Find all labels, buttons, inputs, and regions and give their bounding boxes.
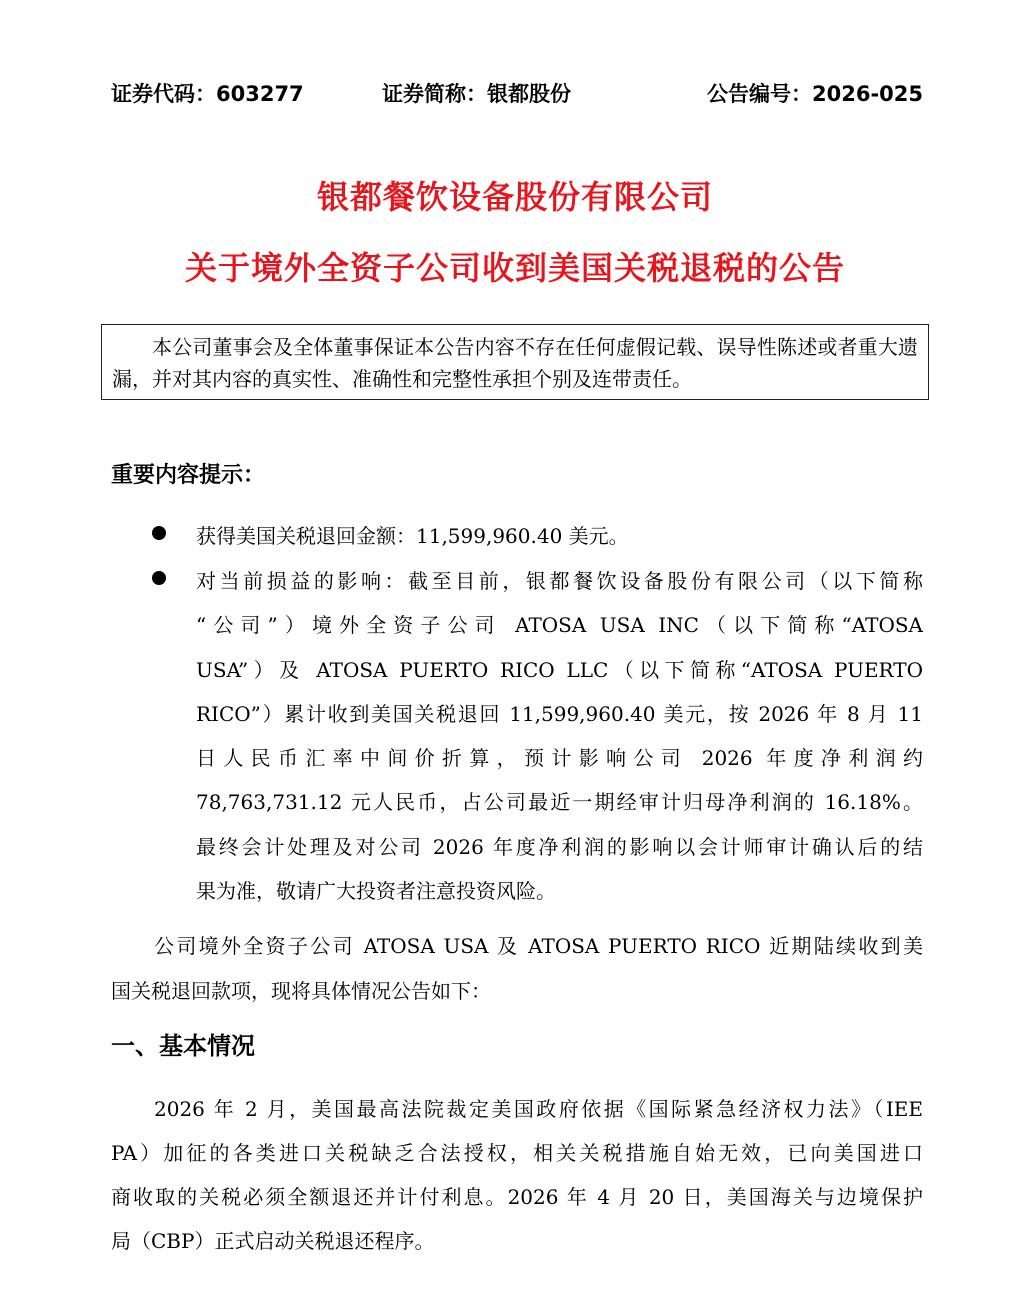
highlight-line: 果为准，敬请广大投资者注意投资风险。 — [196, 879, 556, 903]
announcement-title: 关于境外全资子公司收到美国关税退税的公告 — [184, 249, 845, 287]
highlight-line: 78,763,731.12 元人民币，占公司最近一期经审计归母净利润的 16.18%。 — [196, 790, 923, 814]
body-line: 商收取的关税必须全额退还并计付利息。2026 年 4 月 20 日，美国海关与边境保护 — [111, 1185, 923, 1209]
body-line: 2026 年 2 月，美国最高法院裁定美国政府依据《国际紧急经济权力法》（IEE — [154, 1097, 923, 1121]
intro-line: 国关税退回款项，现将具体情况公告如下： — [111, 979, 491, 1003]
body-line: 局（CBP）正式启动关税退还程序。 — [111, 1229, 435, 1253]
body-line: PA）加征的各类进口关税缺乏合法授权，相关关税措施自始无效，已向美国进口 — [111, 1141, 923, 1165]
highlight-refund-amount: 获得美国关税退回金额：11,599,960.40 美元。 — [196, 524, 629, 548]
highlight-line: 最终会计处理及对公司 2026 年度净利润的影响以会计师审计确认后的结 — [196, 835, 923, 859]
announcement-header — [111, 76, 923, 112]
highlight-line: RICO”）累计收到美国关税退回 11,599,960.40 美元，按 2026 年 8 月 11 — [196, 702, 923, 726]
stock-abbreviation: 证券简称：银都股份 — [382, 82, 571, 106]
board-guarantee-notice: 本公司董事会及全体董事保证本公告内容不存在任何虚假记载、误导性陈述或者重大遗漏，并对其内容的真实性、准确性和完整性承担个别及连带责任。 — [101, 324, 929, 400]
highlight-line: “公司”）境外全资子公司 ATOSA USA INC（以下简称“ATOSA — [196, 613, 923, 637]
highlight-line: 日人民币汇率中间价折算，预计影响公司 2026 年度净利润约 — [196, 746, 923, 770]
company-title: 银都餐饮设备股份有限公司 — [316, 178, 713, 216]
highlights-heading: 重要内容提示： — [111, 463, 266, 488]
announcement-number: 公告编号：2026-025 — [707, 82, 923, 106]
highlight-line: USA”）及 ATOSA PUERTO RICO LLC（以下简称“ATOSA PUERTO — [196, 658, 923, 682]
section-basic-info-heading: 一、基本情况 — [111, 1032, 255, 1060]
bullet-icon — [152, 571, 166, 585]
stock-code: 证券代码：603277 — [111, 82, 304, 106]
bullet-icon — [152, 526, 166, 540]
highlight-line: 对当前损益的影响：截至目前，银都餐饮设备股份有限公司（以下简称 — [196, 569, 923, 593]
intro-line: 公司境外全资子公司 ATOSA USA 及 ATOSA PUERTO RICO 近期陆续收到美 — [154, 934, 923, 958]
